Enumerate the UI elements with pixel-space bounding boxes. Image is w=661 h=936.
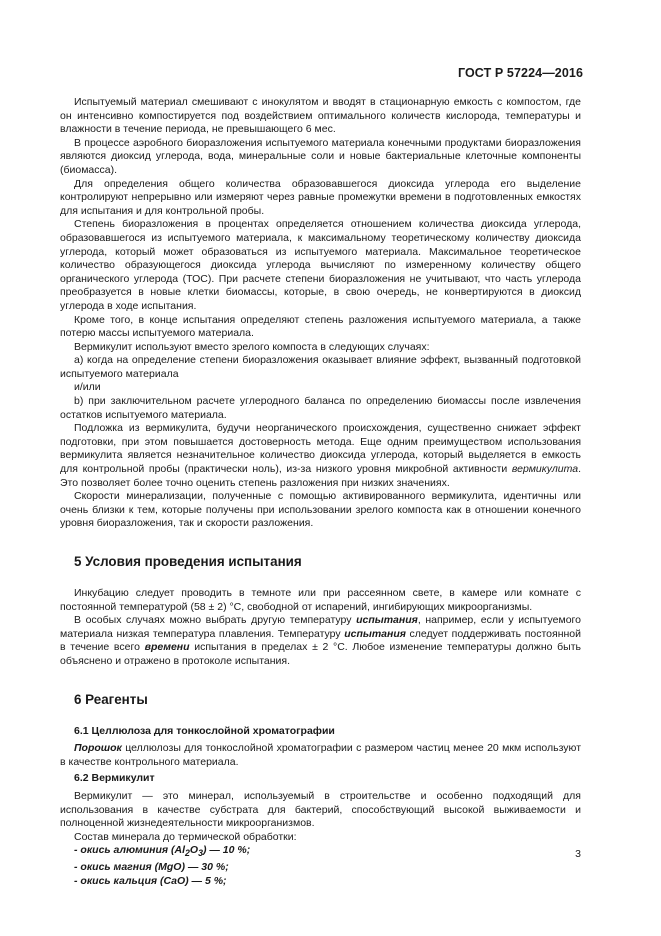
paragraph (60, 422, 581, 490)
emphasis: испытания (344, 627, 406, 640)
text-run: - окись алюминия (Al (74, 844, 186, 857)
paragraph: Скорости минерализации, полученные с помощью активированного вермикулита, идентичны или очень близки к тем, которые получены при использовании зрелого компоста как в отношении конечного уровня биоразложения, так и скорости разложения. (60, 490, 581, 530)
subsection-heading-6-2: 6.2 Вермикулит (74, 772, 155, 785)
composition-item: - окись кальция (CaO) — 5 %; (74, 874, 227, 887)
text-run: Подложка из вермикулита, будучи неорганического происхождения, существенно снижает эффект подготовки, при этом повышается достоверность метода. Еще одним преимуществом использования вермикулита является незначительное количество диоксида углерода, который выделяется в емкость для контрольной пробы (практически ноль), из-за низкого уровня микробной активности (60, 422, 581, 476)
list-item: b) при заключительном расчете углеродного баланса по определению биомассы после извлечения остатков испытуемого материала. (60, 395, 581, 421)
emphasis: вермикулита (511, 463, 579, 476)
subscript: 3 (198, 848, 203, 859)
emphasis: времени (144, 641, 190, 654)
text-run: целлюлозы для тонкослойной хроматографии с размером частиц менее 20 мкм используют в качестве контрольного материала. (60, 742, 581, 768)
section-heading-6: 6 Реагенты (74, 691, 148, 707)
text-run: В особых случаях можно выбрать другую температуру (74, 614, 357, 627)
paragraph: Испытуемый материал смешивают с инокулятом и вводят в стационарную емкость с компостом, где он интенсивно компостируется под воздействием оптимального количеств кислорода, температуры и влажности в течение периода, не превышающего 6 мес. (60, 96, 581, 136)
text-run: испытания в пределах ± 2 °С. Любое изменение температуры должно быть объяснено и отражено в протоколе испытания. (60, 641, 581, 667)
text-run: , например, если у испытуемого материала низкая температура плавления. Температуру (60, 614, 581, 640)
paragraph: и/или (74, 381, 101, 394)
paragraph (60, 742, 581, 769)
page-body (60, 96, 581, 888)
list-item: а) когда на определение степени биоразложения оказывает влияние эффект, вызванный подготовкой испытуемого материала (60, 354, 581, 380)
paragraph: Кроме того, в конце испытания определяют степень разложения испытуемого материала, а также потерю массы испытуемого материала. (60, 313, 581, 340)
emphasis: Порошок (74, 742, 122, 755)
composition-item (60, 844, 581, 861)
subscript: 2 (185, 848, 190, 859)
paragraph: Состав минерала до термической обработки: (74, 830, 297, 843)
composition-item: - окись магния (MgO) — 30 %; (74, 861, 229, 873)
paragraph: Степень биоразложения в процентах определяется отношением количества диоксида углерода, образовавшегося из испытуемого материала, к максимальному теоретическому количеству диоксида углерода, который может образоваться из испытуемого материала. Максимальное теоретическое количество образующегося диоксида углерода вычисляют по измеренному количеству общего органического углерода (ТОС). При расчете степени биоразложения не учитывают, что часть углерода преобразуется в новые клетки биомассы, которые, в свою очередь, не конвертируются в диоксид углерода в ходе испытания. (60, 218, 581, 312)
document-code: ГОСТ Р 57224—2016 (457, 66, 583, 80)
emphasis: испытания (356, 614, 418, 627)
page-number: 3 (575, 848, 581, 860)
paragraph: Инкубацию следует проводить в темноте или при рассеянном свете, в камере или комнате с постоянной температурой (58 ± 2) °С, свободной от испарений, ингибирующих микроорганизмы. (60, 587, 581, 613)
paragraph: Вермикулит используют вместо зрелого компоста в следующих случаях: (74, 340, 430, 353)
section-heading-5: 5 Условия проведения испытания (74, 554, 302, 569)
text-run: ) — 10 %; (202, 844, 251, 857)
paragraph: В процессе аэробного биоразложения испытуемого материала конечными продуктами биоразложения являются диоксид углерода, вода, минеральные соли и новые бактериальные клеточные компоненты (биомасса). (60, 136, 581, 176)
paragraph: Для определения общего количества образовавшегося диоксида углерода его выделение контролируют непрерывно или измеряют через равные промежутки времени в подготовленных емкостях для испытания и для контрольной пробы. (60, 177, 581, 217)
text-run: следует поддерживать постоянной в течение всего (60, 627, 581, 654)
paragraph (60, 614, 581, 668)
text-run: O (189, 844, 199, 857)
paragraph: Вермикулит — это минерал, используемый в строительстве и особенно подходящий для использования в качестве субстрата для бактерий, способствующий высокой выживаемости и полноценной жизнедеятельности микроорганизмов. (60, 789, 581, 830)
text-run: . Это позволяет более точно оценить степень разложения при низких значениях. (60, 463, 581, 489)
subsection-heading-6-1: 6.1 Целлюлоза для тонкослойной хроматографии (74, 724, 335, 737)
